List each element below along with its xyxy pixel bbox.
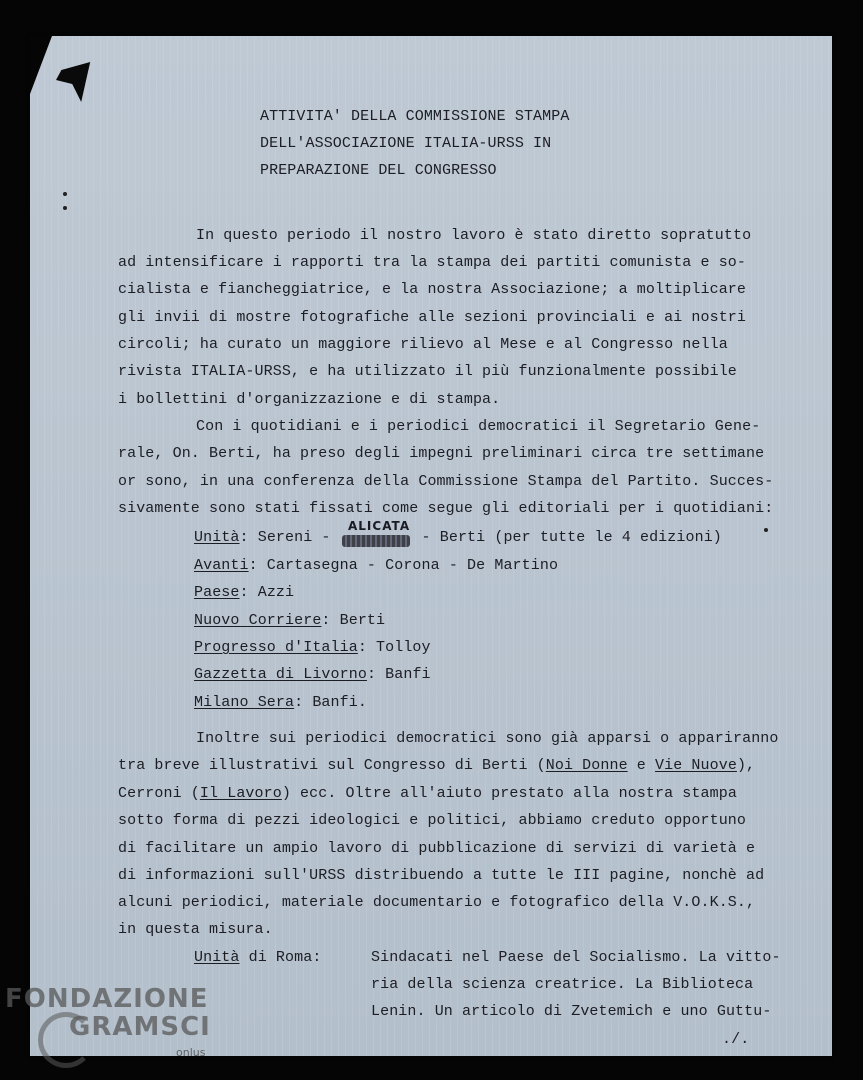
newspaper-name: Avanti — [194, 557, 249, 574]
watermark-line-1: FONDAZIONE — [5, 984, 209, 1014]
footer-entry-desc: Lenin. Un articolo di Zvetemich e uno Guttu- — [371, 1003, 772, 1020]
para1-line: ad intensificare i rapporti tra la stampa dei partiti comunista e so- — [118, 254, 747, 271]
editorial-entry — [194, 612, 385, 629]
editorial-entry — [194, 694, 367, 711]
editorial-entry — [194, 557, 558, 574]
page-continuation-mark: ./. — [722, 1031, 750, 1048]
footer-entry-label — [194, 949, 321, 966]
newspaper-name: Nuovo Corriere — [194, 612, 322, 629]
para3-line: alcuni periodici, materiale documentario e fotografico della V.O.K.S., — [118, 894, 756, 911]
para1-line: circoli; ha curato un maggiore rilievo al Mese e al Congresso nella — [118, 336, 728, 353]
para1-line: In questo periodo il nostro lavoro è stato diretto sopratutto — [196, 227, 752, 244]
editorial-entry — [194, 529, 722, 546]
periodical-name: Vie Nuove — [655, 757, 737, 774]
watermark-text — [5, 985, 211, 1041]
newspaper-name: Unità — [194, 529, 240, 546]
para3-line — [118, 785, 737, 802]
editorial-authors: : Cartasegna - Corona - De Martino — [248, 557, 559, 574]
doc-title-line-3: PREPARAZIONE DEL CONGRESSO — [260, 162, 497, 179]
editorial-entry — [194, 666, 431, 683]
doc-title-line-2: DELL'ASSOCIAZIONE ITALIA-URSS IN — [260, 135, 552, 152]
para3-line: in questa misura. — [118, 921, 273, 938]
newspaper-name: Milano Sera — [194, 694, 295, 711]
periodical-name: Noi Donne — [545, 757, 628, 774]
newspaper-name: Unità — [194, 949, 240, 966]
editorial-authors: : Banfi — [366, 666, 431, 683]
para1-line: rivista ITALIA-URSS, e ha utilizzato il più funzionalmente possibile — [118, 363, 737, 380]
para3-line: di facilitare un ampio lavoro di pubblicazione di servizi di varietà e — [118, 840, 756, 857]
para2-line: or sono, in una conferenza della Commissione Stampa del Partito. Succes- — [118, 473, 774, 490]
footer-entry-desc: ria della scienza creatrice. La Biblioteca — [371, 976, 754, 993]
editorial-authors: : Sereni - - Berti (per tutte le 4 edizioni) — [239, 529, 722, 546]
para1-line: cialista e fiancheggiatrice, e la nostra Associazione; a moltiplicare — [118, 281, 747, 298]
para1-line: i bollettini d'organizzazione e di stampa. — [118, 391, 501, 408]
para3-line: sotto forma di pezzi ideologici e politici, abbiamo creduto opportuno — [118, 812, 747, 829]
para2-line: rale, On. Berti, ha preso degli impegni preliminari circa tre settimane — [118, 445, 765, 462]
footer-entry-location: di Roma: — [239, 949, 322, 966]
newspaper-name: Gazzetta di Livorno — [194, 666, 367, 683]
binding-dot — [63, 192, 67, 196]
handwritten-annotation: ALICATA — [348, 519, 411, 533]
para3-text: ) ecc. Oltre all'aiuto prestato alla nostra stampa — [281, 785, 737, 802]
doc-title-line-1: ATTIVITA' DELLA COMMISSIONE STAMPA — [260, 108, 570, 125]
binding-dot — [63, 206, 67, 210]
watermark-suffix: onlus — [176, 1046, 206, 1059]
watermark-line-2: GRAMSCI — [69, 1012, 211, 1042]
torn-corner — [30, 36, 52, 94]
editorial-authors: : Tolloy — [357, 639, 431, 656]
editorial-entry — [194, 639, 431, 656]
para3-line: Inoltre sui periodici democratici sono già apparsi o appariranno — [196, 730, 779, 747]
editorial-authors: : Banfi. — [294, 694, 367, 711]
para1-line: gli invii di mostre fotografiche alle sezioni provinciali e ai nostri — [118, 309, 747, 326]
newspaper-name: Progresso d'Italia — [194, 639, 358, 656]
editorial-authors: : Berti — [321, 612, 386, 629]
para3-line — [118, 757, 755, 774]
para3-text: e — [627, 757, 656, 774]
editorial-authors: : Azzi — [239, 584, 295, 601]
editorial-entry — [194, 584, 294, 601]
para2-line: sivamente sono stati fissati come segue gli editoriali per i quotidiani: — [118, 500, 774, 517]
para2-line: Con i quotidiani e i periodici democratici il Segretario Gene- — [196, 418, 761, 435]
periodical-name: Il Lavoro — [199, 785, 282, 802]
footer-entry-desc: Sindacati nel Paese del Socialismo. La vitto- — [371, 949, 781, 966]
para3-text: ), — [736, 757, 756, 774]
para3-line: di informazioni sull'URSS distribuendo a tutte le III pagine, nonchè ad — [118, 867, 765, 884]
para3-text: tra breve illustrativi sul Congresso di Berti ( — [118, 757, 546, 774]
para3-text: Cerroni ( — [118, 785, 200, 802]
newspaper-name: Paese — [194, 584, 240, 601]
ink-speck — [764, 528, 768, 532]
